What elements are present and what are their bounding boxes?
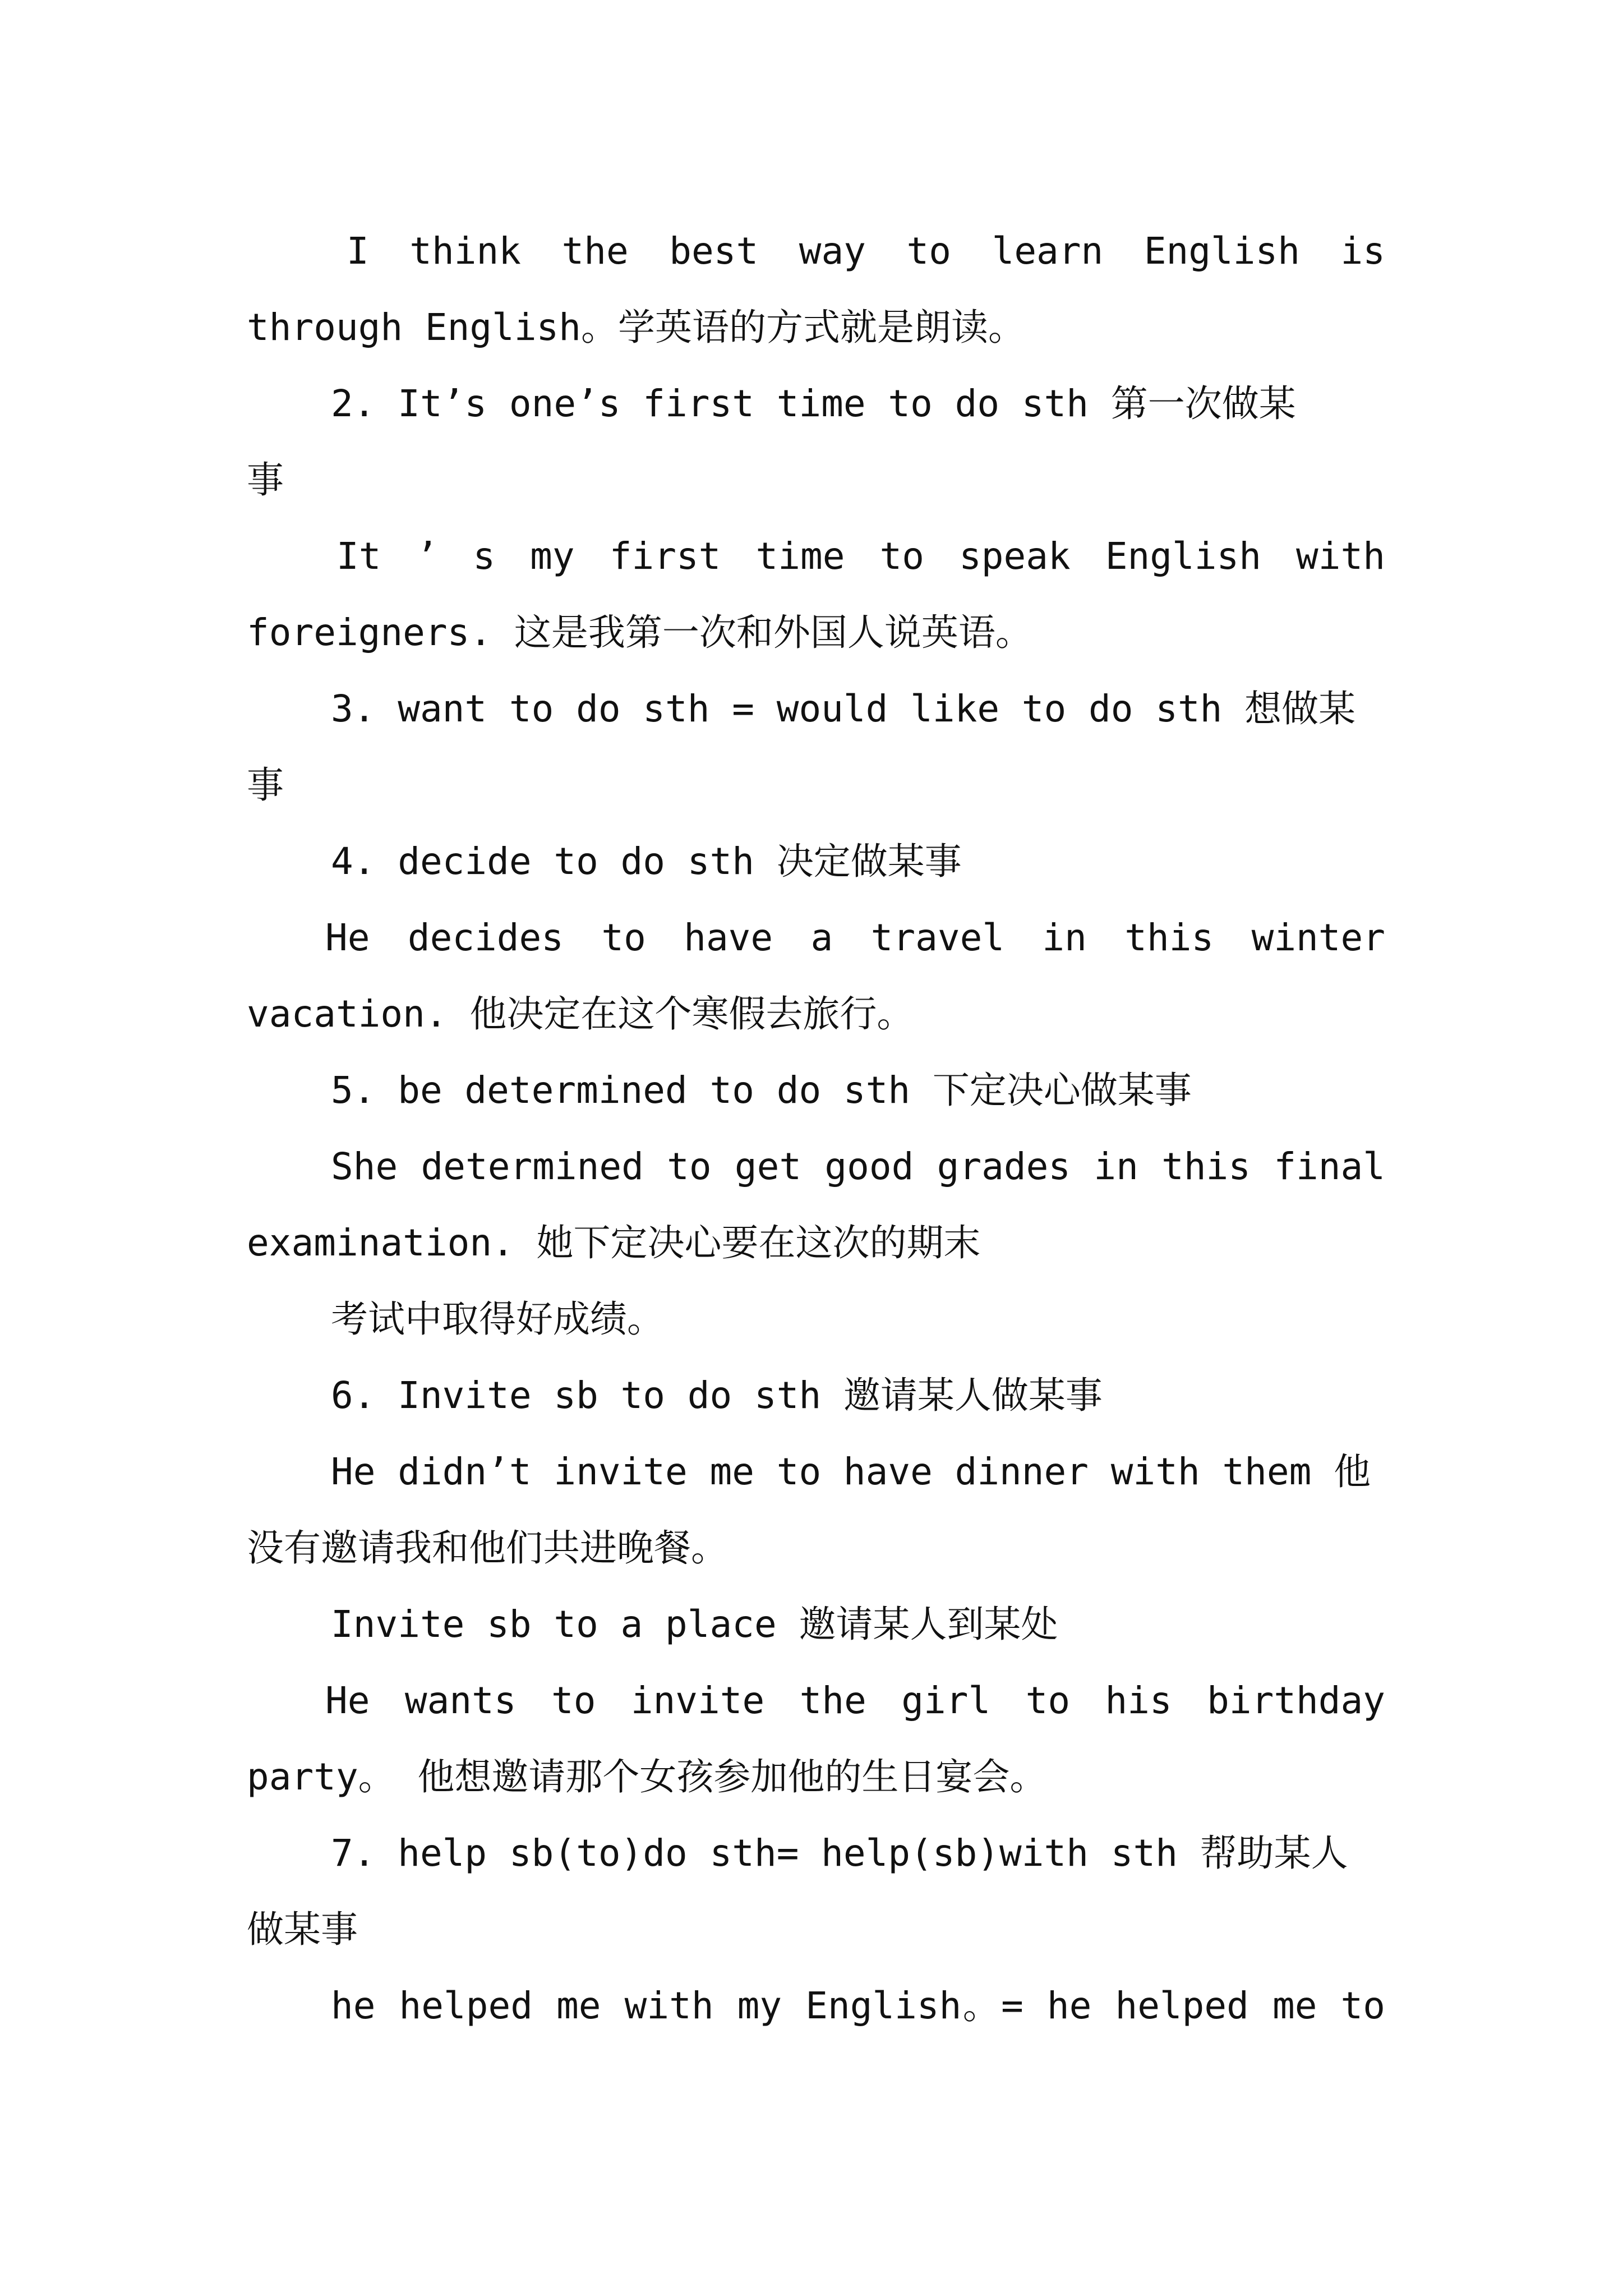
text-line: 7. help sb(to)do sth= help(sb)with sth 帮助某人: [331, 1832, 1348, 1875]
text-line: She determined to get good grades in this final: [331, 1145, 1385, 1188]
text-line: 6. Invite sb to do sth 邀请某人做某事: [331, 1374, 1103, 1417]
text-line: 做某事: [247, 1908, 358, 1951]
text-line: 考试中取得好成绩。: [331, 1297, 664, 1341]
text-line: He wants to invite the girl to his birthday: [325, 1679, 1385, 1722]
text-line: foreigners. 这是我第一次和外国人说英语。: [247, 611, 1032, 654]
text-line: 2. It’s one’s first time to do sth 第一次做某: [331, 382, 1296, 425]
text-line: 3. want to do sth = would like to do sth 想做某: [331, 687, 1356, 730]
text-line: 4. decide to do sth 决定做某事: [331, 840, 962, 883]
text-line: vacation. 他决定在这个寒假去旅行。: [247, 992, 914, 1036]
text-line: party。 他想邀请那个女孩参加他的生日宴会。: [247, 1755, 1047, 1798]
text-line: 事: [247, 458, 284, 501]
text-line: examination. 她下定决心要在这次的期末: [247, 1221, 981, 1264]
text-line: 5. be determined to do sth 下定决心做某事: [331, 1069, 1192, 1112]
document-body: [247, 213, 1385, 2044]
text-line: He decides to have a travel in this winter: [325, 916, 1385, 959]
text-line: He didn’t invite me to have dinner with them 他: [331, 1450, 1371, 1493]
text-line: 没有邀请我和他们共进晚餐。: [247, 1526, 728, 1570]
text-line: Invite sb to a place 邀请某人到某处: [331, 1603, 1058, 1646]
text-line: It ’ s my first time to speak English with: [336, 535, 1385, 578]
text-line: I think the best way to learn English is: [347, 229, 1385, 273]
text-line: through English。学英语的方式就是朗读。: [247, 306, 1026, 349]
text-line: he helped me with my English。= he helped me to: [331, 1984, 1385, 2027]
text-line: 事: [247, 763, 284, 807]
